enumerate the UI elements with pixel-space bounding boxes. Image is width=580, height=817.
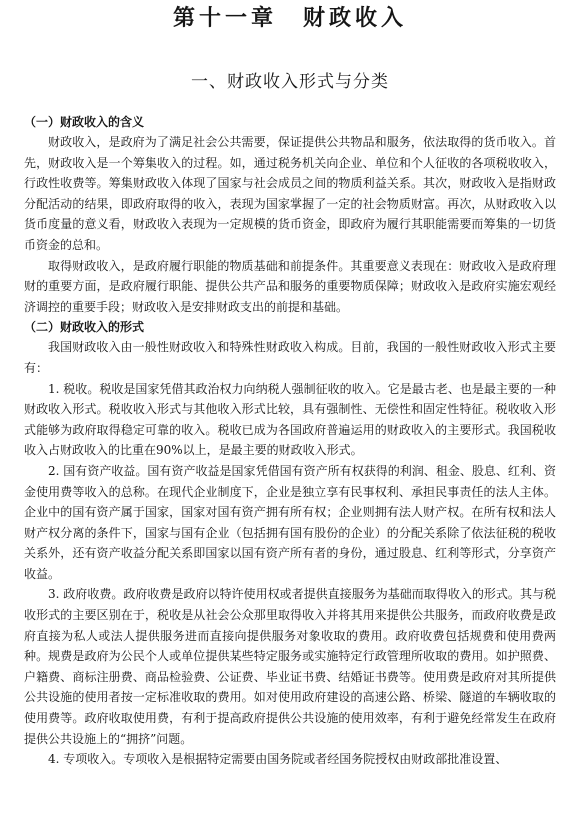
paragraph: 财政收入，是政府为了满足社会公共需要，保证提供公共物品和服务，依法取得的货币收入。首先，财政收入是一个筹集收入的过程。如，通过税务机关向企业、单位和个人征收的各项税收收入，行政性收费等。筹集财政收入体现了国家与社会成员之间的物质利益关系。其次，财政收入是指财政分配活动的结果，即政府取得的收入，表现为国家掌握了一定的社会物质财富。再次，从财政收入以货币度量的意义看，财政收入表现为一定规模的货币资金，即政府为履行其职能需要而筹集的一切货币资金的总和。 [24, 135, 556, 252]
paragraph-item-government-fees: 3. 政府收费。政府收费是政府以特许使用权或者提供直接服务为基础而取得收入的形式。其与税收形式的主要区别在于，税收是从社会公众那里取得收入并将其用来提供公共服务，而政府收费是政府直接为私人或法人提供服务进而直接向提供服务对象收取的费用。政府收费包括规费和使用费两种。规费是政府为公民个人或单位提供某些特定服务或实施特定行政管理所收取的费用。如护照费、户籍费、商标注册费、商品检验费、公证费、毕业证书费、结婚证书费等。使用费是政府对其所提供公共设施的使用者按一定标准收取的费用。如对使用政府建设的高速公路、桥梁、隧道的车辆收取的使用费等。政府收取使用费，有利于提高政府提供公共设施的使用效率，有利于避免经常发生在政府提供公共设施上的“拥挤”问题。 [24, 587, 556, 746]
subsection-forms [24, 317, 556, 769]
section-title: 一、财政收入形式与分类 [191, 72, 389, 92]
subsection-meaning [24, 112, 556, 317]
paragraph: 我国财政收入由一般性财政收入和特殊性财政收入构成。目前，我国的一般性财政收入形式主要有： [24, 340, 556, 375]
chapter-title: 第十一章 财政收入 [172, 6, 407, 31]
paragraph-item-tax: 1. 税收。税收是国家凭借其政治权力向纳税人强制征收的收入。它是最古老、也是最主要的一种财政收入形式。税收收入形式与其他收入形式比较，具有强制性、无偿性和固定性特征。税收收入形式能够为政府取得稳定可靠的收入。税收已成为各国政府普遍运用的财政收入的主要形式。我国税收收入占财政收入的比重在90%以上，是最主要的财政收入形式。 [24, 381, 556, 458]
paragraph-item-special-revenue: 4. 专项收入。专项收入是根据特定需要由国务院或者经国务院授权由财政部批准设置、 [48, 752, 508, 767]
subsection-heading: （二）财政收入的形式 [24, 320, 145, 335]
subsection-heading: （一）财政收入的含义 [24, 115, 145, 129]
paragraph: 取得财政收入，是政府履行职能的物质基础和前提条件。其重要意义表现在：财政收入是政府理财的重要方面，是政府履行职能、提供公共产品和服务的重要物质保障；财政收入是政府实施宏观经济调控的重要手段；财政收入是安排财政支出的前提和基础。 [24, 258, 556, 314]
paragraph-item-state-assets: 2. 国有资产收益。国有资产收益是国家凭借国有资产所有权获得的利润、租金、股息、红利、资金使用费等收入的总称。在现代企业制度下，企业是独立享有民事权利、承担民事责任的法人主体。企业中的国有资产属于国家，国家对国有资产拥有所有权；企业则拥有法人财产权。在所有权和法人财产权分离的条件下，国家与国有企业（包括拥有国有股份的企业）的分配关系除了依法征税的税收关系外，还有资产收益分配关系即国家以国有资产所有者的身份，通过股息、红利等形式，分享资产收益。 [24, 463, 556, 581]
